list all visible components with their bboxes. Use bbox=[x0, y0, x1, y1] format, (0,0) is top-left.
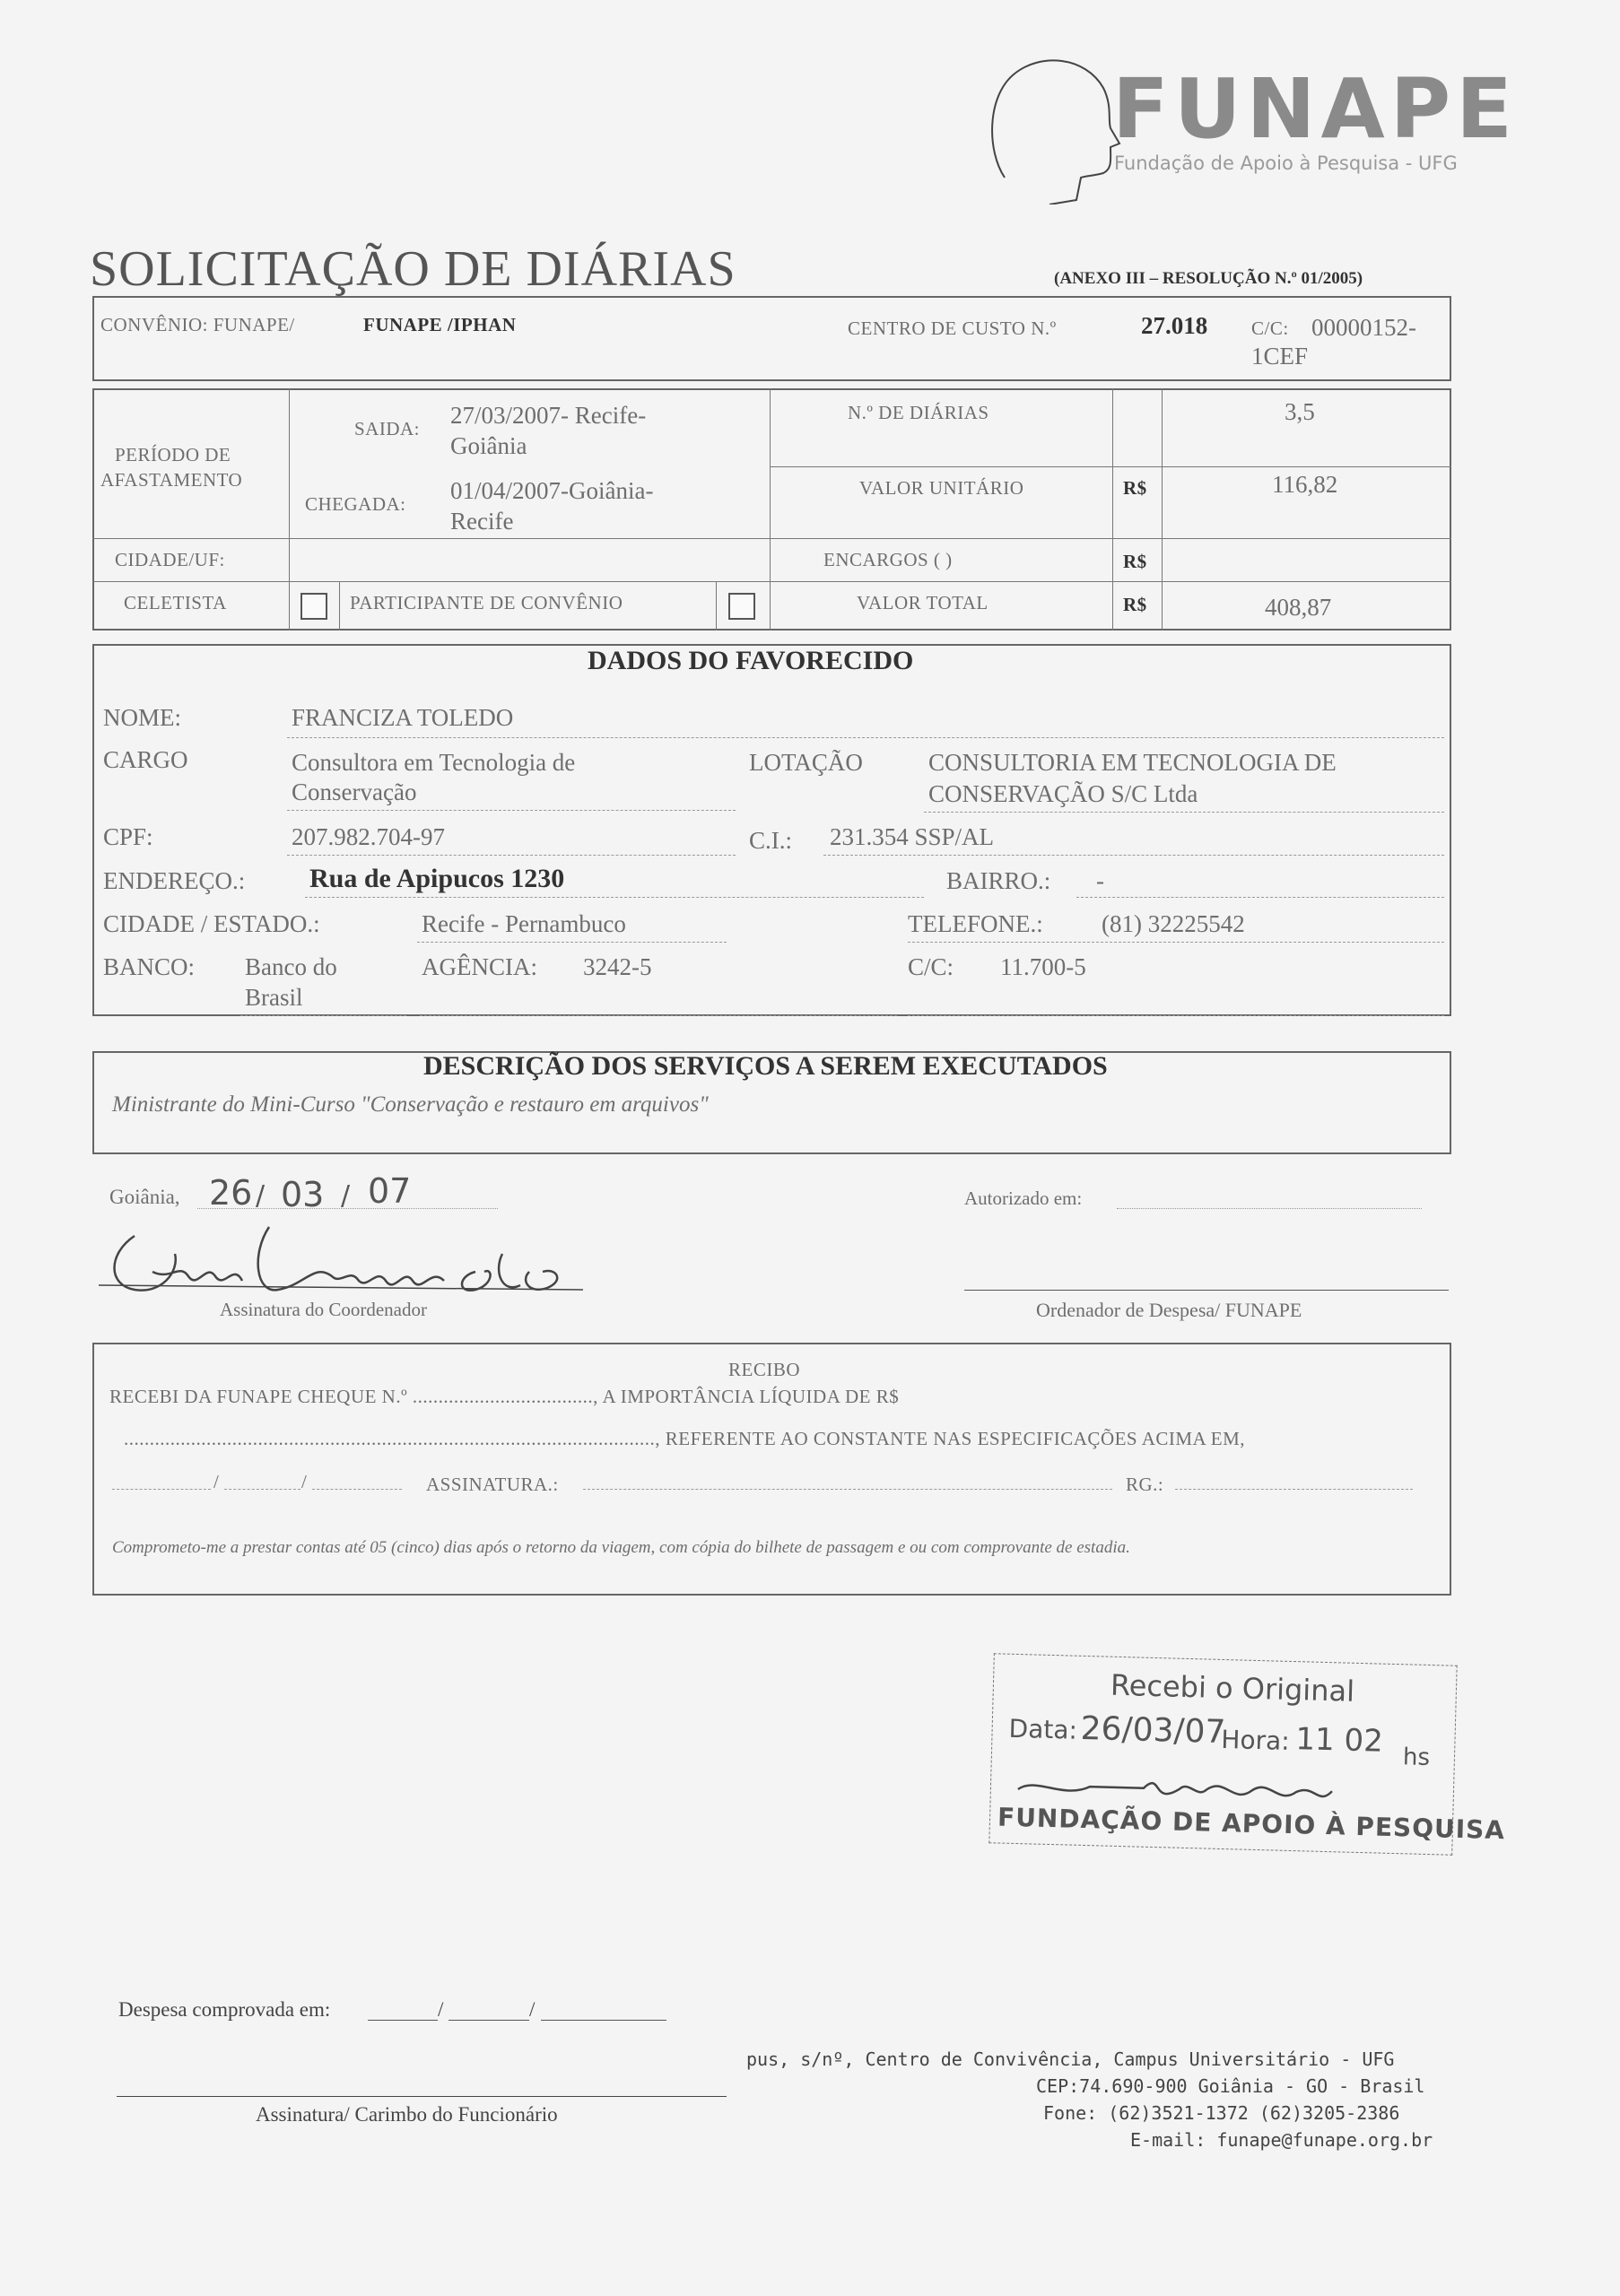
bairro-label: BAIRRO.: bbox=[946, 867, 1051, 894]
nome-label: NOME: bbox=[103, 704, 181, 731]
cidade-uf-label: CIDADE/UF: bbox=[115, 549, 225, 570]
total-currency: R$ bbox=[1123, 594, 1147, 615]
centro-custo-label: CENTRO DE CUSTO N.º bbox=[848, 317, 1057, 339]
page-title: SOLICITAÇÃO DE DIÁRIAS bbox=[90, 241, 736, 297]
convenio-label: CONVÊNIO: FUNAPE/ bbox=[100, 314, 295, 335]
autorizado-label: Autorizado em: bbox=[964, 1187, 1083, 1209]
nome-value: FRANCIZA TOLEDO bbox=[292, 704, 514, 731]
saida-label: SAIDA: bbox=[354, 418, 421, 439]
cidade-estado-label: CIDADE / ESTADO.: bbox=[103, 910, 320, 937]
telefone-label: TELEFONE.: bbox=[908, 910, 1043, 937]
annex-reference: (ANEXO III – RESOLUÇÃO N.º 01/2005) bbox=[1054, 269, 1363, 288]
encargos-currency: R$ bbox=[1123, 551, 1147, 572]
participante-label: PARTICIPANTE DE CONVÊNIO bbox=[350, 592, 623, 613]
recibo-heading: RECIBO bbox=[728, 1359, 801, 1380]
recibo-line-2: ......................................................................................................., REFERENTE AO CONSTANTE NAS ESPECIFICAÇÕES ACIMA EM, bbox=[124, 1428, 1246, 1449]
celetista-label: CELETISTA bbox=[124, 592, 227, 613]
centro-custo-value: 27.018 bbox=[1141, 312, 1208, 339]
stamp-hs: hs bbox=[1402, 1744, 1431, 1772]
despesa-sep-2: / bbox=[529, 1998, 536, 2021]
cc-value-2: 1CEF bbox=[1251, 343, 1309, 370]
favorecido-heading: DADOS DO FAVORECIDO bbox=[588, 646, 914, 675]
convenio-value: FUNAPE /IPHAN bbox=[363, 314, 517, 335]
footer-address-2: CEP:74.690-900 Goiânia - GO - Brasil bbox=[1036, 2075, 1425, 2097]
data-dia: 26 bbox=[209, 1173, 253, 1213]
logo-tagline: Fundação de Apoio à Pesquisa - UFG bbox=[1114, 152, 1458, 174]
servicos-text: Ministrante do Mini-Curso "Conservação e restauro em arquivos" bbox=[112, 1092, 709, 1117]
despesa-label: Despesa comprovada em: bbox=[118, 1998, 331, 2021]
unitario-value: 116,82 bbox=[1272, 471, 1338, 498]
unitario-label: VALOR UNITÁRIO bbox=[859, 477, 1024, 499]
chegada-label: CHEGADA: bbox=[305, 493, 406, 515]
periodo-table bbox=[92, 388, 1451, 631]
unitario-currency: R$ bbox=[1123, 477, 1147, 499]
total-label: VALOR TOTAL bbox=[857, 592, 989, 613]
lotacao-value-1: CONSULTORIA EM TECNOLOGIA DE bbox=[928, 749, 1337, 776]
lotacao-value-2: CONSERVAÇÃO S/C Ltda bbox=[928, 780, 1198, 807]
periodo-label-2: AFASTAMENTO bbox=[100, 469, 243, 491]
funape-logo-head-icon bbox=[951, 43, 1121, 204]
logo-text: FUNAPE bbox=[1112, 61, 1519, 157]
periodo-label-1: PERÍODO DE bbox=[115, 444, 231, 465]
ci-value: 231.354 SSP/AL bbox=[830, 823, 995, 850]
saida-value-1: 27/03/2007- Recife- bbox=[450, 402, 647, 429]
agencia-label: AGÊNCIA: bbox=[422, 953, 537, 980]
participante-checkbox[interactable] bbox=[728, 593, 755, 620]
cargo-value-1: Consultora em Tecnologia de bbox=[292, 749, 576, 776]
recebi-original-stamp bbox=[989, 1653, 1506, 1855]
coordenador-signature bbox=[99, 1218, 601, 1308]
stamp-hora-value: 11 02 bbox=[1294, 1721, 1384, 1760]
celetista-checkbox[interactable] bbox=[300, 593, 327, 620]
convenio-box bbox=[92, 296, 1451, 381]
recibo-line-1: RECEBI DA FUNAPE CHEQUE N.º ..................................., A IMPORTÂNCIA LÍQUIDA DE R$ bbox=[109, 1386, 900, 1407]
total-value: 408,87 bbox=[1265, 594, 1332, 621]
cargo-label: CARGO bbox=[103, 746, 188, 773]
recibo-sep-2: / bbox=[301, 1471, 308, 1492]
diarias-value: 3,5 bbox=[1285, 398, 1315, 425]
cc-value-1: 00000152- bbox=[1311, 314, 1416, 341]
agencia-value: 3242-5 bbox=[583, 953, 652, 980]
conta-value: 11.700-5 bbox=[1000, 953, 1086, 980]
recibo-rg-label: RG.: bbox=[1126, 1474, 1164, 1495]
ordenador-label: Ordenador de Despesa/ FUNAPE bbox=[1036, 1299, 1302, 1321]
data-ano: 07 bbox=[368, 1171, 412, 1211]
funcionario-label: Assinatura/ Carimbo do Funcionário bbox=[256, 2103, 558, 2126]
banco-value-2: Brasil bbox=[245, 984, 303, 1011]
diarias-label: N.º DE DIÁRIAS bbox=[848, 402, 989, 423]
data-sep-2: / bbox=[341, 1180, 351, 1212]
saida-value-2: Goiânia bbox=[450, 432, 527, 459]
stamp-data-value: 26/03/07 bbox=[1080, 1709, 1226, 1752]
servicos-heading: DESCRIÇÃO DOS SERVIÇOS A SEREM EXECUTADOS bbox=[423, 1051, 1108, 1081]
footer-address-1: pus, s/nº, Centro de Convivência, Campus Universitário - UFG bbox=[746, 2048, 1395, 2070]
chegada-value-1: 01/04/2007-Goiânia- bbox=[450, 477, 654, 504]
cargo-value-2: Conservação bbox=[292, 778, 417, 805]
cpf-value: 207.982.704-97 bbox=[292, 823, 445, 850]
stamp-footer: FUNDAÇÃO DE APOIO À PESQUISA bbox=[997, 1802, 1506, 1846]
lotacao-label: LOTAÇÃO bbox=[749, 749, 863, 776]
endereco-label: ENDEREÇO.: bbox=[103, 867, 246, 894]
endereco-value: Rua de Apipucos 1230 bbox=[309, 864, 565, 893]
ci-label: C.I.: bbox=[749, 827, 793, 854]
cidade-estado-value: Recife - Pernambuco bbox=[422, 910, 626, 937]
local-data-label: Goiânia, bbox=[109, 1186, 180, 1208]
stamp-data-label: Data: bbox=[1008, 1713, 1078, 1745]
chegada-value-2: Recife bbox=[450, 508, 514, 535]
data-mes: 03 bbox=[281, 1175, 325, 1214]
despesa-sep-1: / bbox=[438, 1998, 444, 2021]
recibo-assinatura-label: ASSINATURA.: bbox=[426, 1474, 559, 1495]
telefone-value: (81) 32225542 bbox=[1102, 910, 1245, 937]
recibo-nota: Comprometo-me a prestar contas até 05 (cinco) dias após o retorno da viagem, com cópia do bilhete de passagem e ou com comprovante de estadia. bbox=[112, 1538, 1130, 1557]
bairro-value: - bbox=[1096, 867, 1104, 894]
stamp-title: Recebi o Original bbox=[1110, 1667, 1355, 1709]
banco-label: BANCO: bbox=[103, 953, 196, 980]
recibo-sep-1: / bbox=[213, 1471, 220, 1492]
conta-label: C/C: bbox=[908, 953, 954, 980]
data-sep-1: / bbox=[256, 1180, 266, 1212]
footer-phone: Fone: (62)3521-1372 (62)3205-2386 bbox=[1043, 2102, 1400, 2124]
coordenador-label: Assinatura do Coordenador bbox=[220, 1299, 427, 1320]
cpf-label: CPF: bbox=[103, 823, 153, 850]
encargos-label: ENCARGOS ( ) bbox=[823, 549, 953, 570]
cc-label: C/C: bbox=[1251, 317, 1289, 339]
footer-email: E-mail: funape@funape.org.br bbox=[1130, 2129, 1433, 2151]
banco-value-1: Banco do bbox=[245, 953, 337, 980]
stamp-hora-label: Hora: bbox=[1221, 1724, 1291, 1756]
